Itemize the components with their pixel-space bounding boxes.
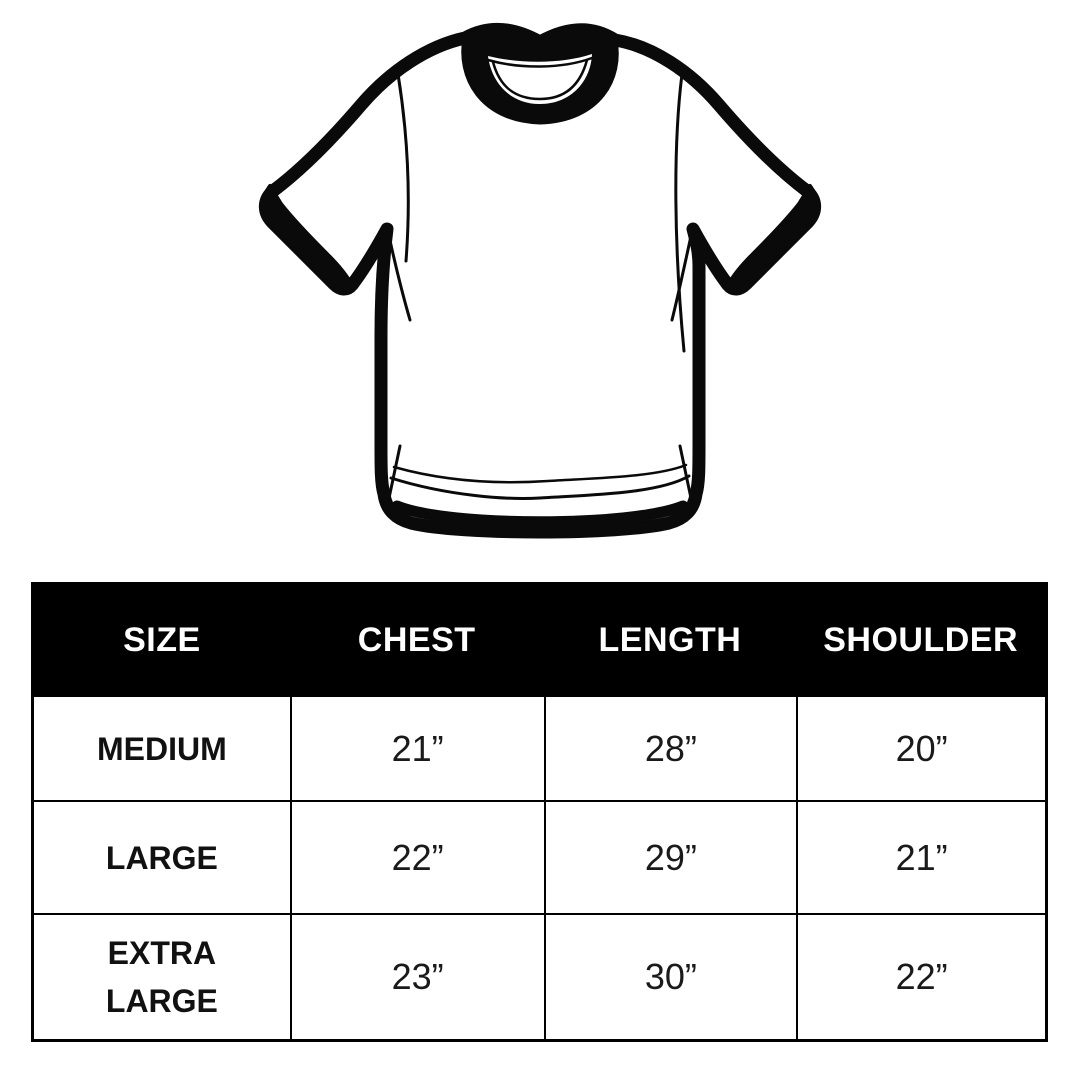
size-label: EXTRA LARGE (105, 935, 218, 1019)
cell-medium-length (544, 697, 797, 800)
length-value: 30” (644, 956, 697, 997)
table-row-medium (34, 695, 1045, 800)
tshirt-svg (248, 16, 832, 550)
size-label: MEDIUM (97, 730, 227, 767)
table-row-large (34, 800, 1045, 913)
cell-xl-length (544, 915, 797, 1039)
shoulder-value: 21” (895, 836, 948, 878)
header-cell-chest (290, 585, 544, 695)
chest-value: 22” (391, 836, 444, 878)
table-header-row (34, 585, 1045, 695)
cell-medium-chest (290, 697, 544, 800)
header-cell-shoulder (796, 585, 1045, 695)
header-label-shoulder: SHOULDER (823, 620, 1019, 659)
cell-large-length (544, 802, 797, 913)
cell-medium-size (34, 697, 290, 800)
shoulder-value: 20” (895, 727, 948, 769)
header-cell-size (34, 585, 290, 695)
size-label: LARGE (105, 839, 218, 876)
table-row-extra-large (34, 913, 1045, 1039)
cell-medium-shoulder (796, 697, 1045, 800)
header-cell-length (544, 585, 797, 695)
header-label-chest: CHEST (357, 620, 476, 659)
length-value: 29” (644, 836, 697, 878)
cell-xl-chest (290, 915, 544, 1039)
shoulder-value: 22” (895, 956, 948, 997)
size-chart-table (31, 582, 1048, 1042)
cell-large-shoulder (796, 802, 1045, 913)
length-value: 28” (644, 727, 697, 769)
cell-xl-shoulder (796, 915, 1045, 1039)
chest-value: 23” (391, 956, 444, 997)
cell-xl-size (34, 915, 290, 1039)
cell-large-chest (290, 802, 544, 913)
header-label-size: SIZE (123, 620, 201, 659)
cell-large-size (34, 802, 290, 913)
header-label-length: LENGTH (598, 620, 742, 659)
tshirt-illustration (248, 16, 832, 550)
chest-value: 21” (391, 727, 444, 769)
